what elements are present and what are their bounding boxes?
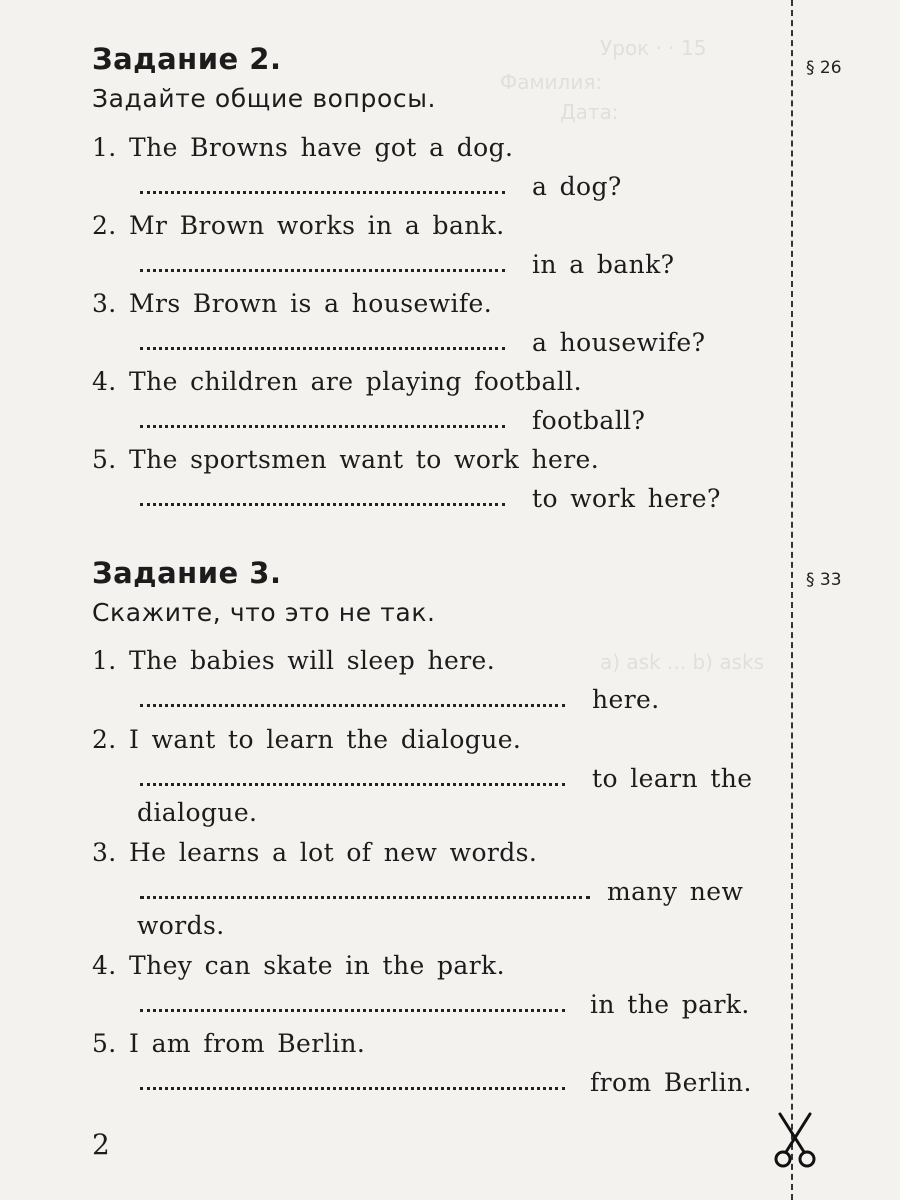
task2-ending-5: to work here? — [532, 484, 721, 513]
task2-ending-2: in a bank? — [532, 250, 675, 279]
task3-continuation-2: dialogue. — [137, 798, 258, 827]
task3-ending-5: from Berlin. — [590, 1068, 752, 1097]
task3-ending-2: to learn the — [592, 764, 753, 793]
task2-title: Задание 2. — [92, 42, 282, 76]
page-number: 2 — [92, 1128, 110, 1161]
answer-blank[interactable] — [140, 896, 590, 899]
task3-instruction: Скажите, что это не так. — [92, 598, 436, 627]
answer-blank[interactable] — [140, 425, 505, 428]
task3-sentence-4: 4. They can skate in the park. — [92, 951, 505, 980]
task3-sentence-2: 2. I want to learn the dialogue. — [92, 725, 522, 754]
answer-blank[interactable] — [140, 191, 505, 194]
task2-sentence-4: 4. The children are playing football. — [92, 367, 582, 396]
task2-ending-4: football? — [532, 406, 646, 435]
task3-sentence-5: 5. I am from Berlin. — [92, 1029, 366, 1058]
task2-sentence-3: 3. Mrs Brown is a housewife. — [92, 289, 493, 318]
answer-blank[interactable] — [140, 704, 565, 707]
task2-ending-1: a dog? — [532, 172, 622, 201]
bleed-through-text: a) ask ... b) asks — [600, 650, 764, 674]
task2-ending-3: a housewife? — [532, 328, 706, 357]
task3-ending-3: many new — [607, 877, 744, 906]
cut-line — [791, 0, 793, 1200]
task3-ending-4: in the park. — [590, 990, 750, 1019]
task2-instruction: Задайте общие вопросы. — [92, 84, 437, 113]
task3-sentence-3: 3. He learns a lot of new words. — [92, 838, 538, 867]
task2-sentence-1: 1. The Browns have got a dog. — [92, 133, 514, 162]
bleed-through-text: Дата: — [560, 100, 619, 124]
task3-continuation-3: words. — [137, 911, 225, 940]
bleed-through-text: Фамилия: — [500, 70, 603, 94]
task3-sentence-1: 1. The babies will sleep here. — [92, 646, 496, 675]
scissors-icon — [770, 1110, 820, 1170]
answer-blank[interactable] — [140, 783, 565, 786]
answer-blank[interactable] — [140, 503, 505, 506]
answer-blank[interactable] — [140, 347, 505, 350]
task2-sentence-5: 5. The sportsmen want to work here. — [92, 445, 600, 474]
task3-ending-1: here. — [592, 685, 660, 714]
task3-title: Задание 3. — [92, 556, 282, 590]
task2-sentence-2: 2. Mr Brown works in a bank. — [92, 211, 505, 240]
margin-ref-task3: § 33 — [806, 570, 842, 590]
answer-blank[interactable] — [140, 1009, 565, 1012]
bleed-through-text: Урок · · 15 — [600, 36, 707, 60]
answer-blank[interactable] — [140, 1087, 565, 1090]
margin-ref-task2: § 26 — [806, 58, 842, 78]
answer-blank[interactable] — [140, 269, 505, 272]
